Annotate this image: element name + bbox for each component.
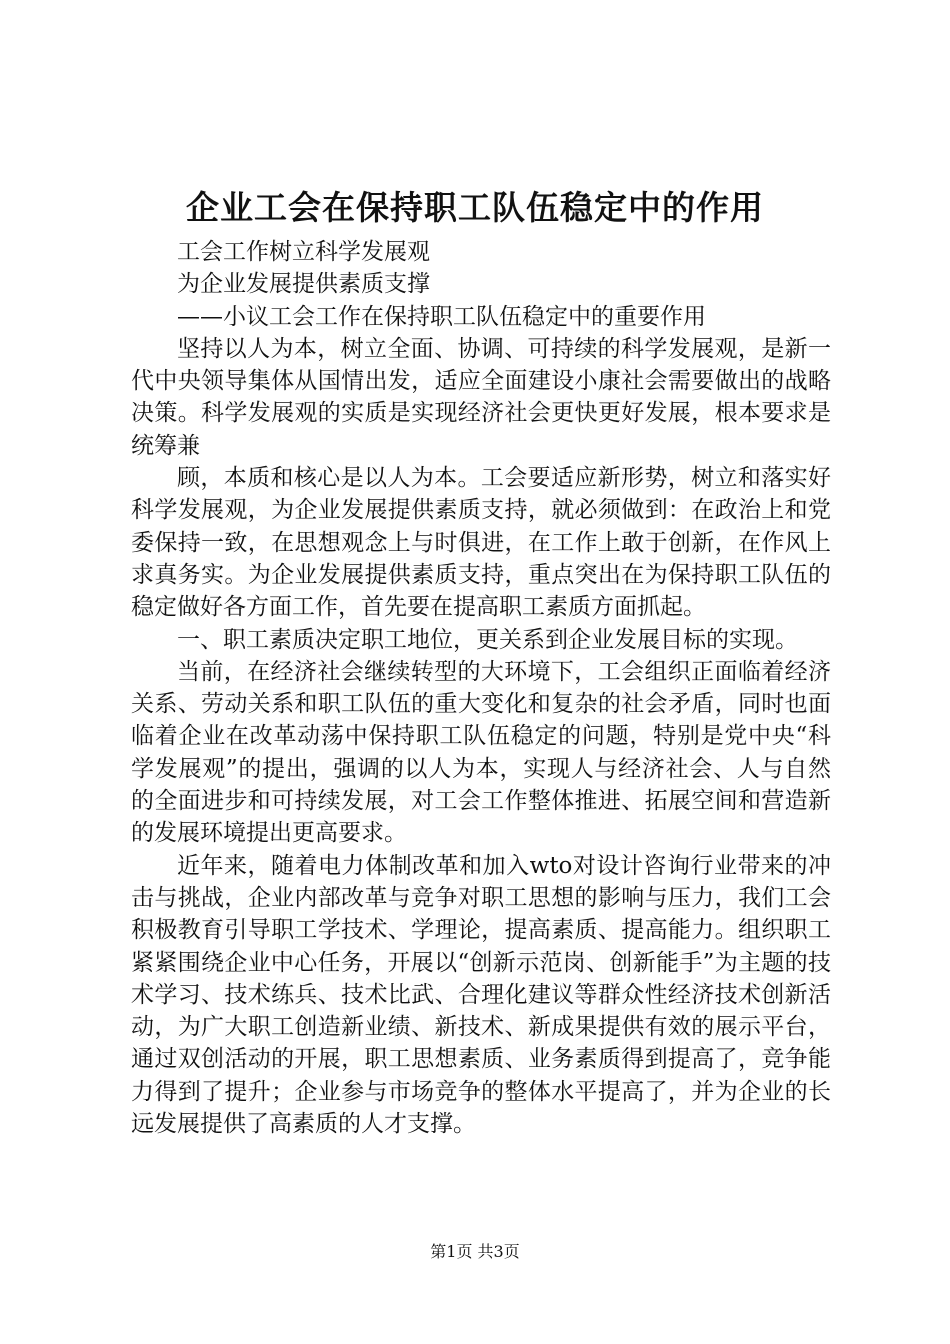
body-paragraph: 坚持以人为本，树立全面、协调、可持续的科学发展观，是新一代中央领导集体从国情出发，适应全面建设小康社会需要做出的战略决策。科学发展观的实质是实现经济社会更快更好发展，根本要求是统筹兼 bbox=[131, 335, 831, 459]
document-body bbox=[131, 236, 831, 1140]
page-number-footer: 第1页 共3页 bbox=[430, 1242, 520, 1261]
body-paragraph: 近年来，随着电力体制改革和加入wto对设计咨询行业带来的冲击与挑战，企业内部改革与竞争对职工思想的影响与压力，我们工会积极教育引导职工学技术、学理论，提高素质、提高能力。组织职工紧紧围绕企业中心任务，开展以“创新示范岗、创新能手”为主题的技术学习、技术练兵、技术比武、合理化建议等群众性经济技术创新活动，为广大职工创造新业绩、新技术、新成果提供有效的展示平台，通过双创活动的开展，职工思想素质、业务素质得到提高了，竞争能力得到了提升；企业参与市场竞争的整体水平提高了，并为企业的长远发展提供了高素质的人才支撑。 bbox=[131, 852, 831, 1138]
body-paragraph: 顾，本质和核心是以人为本。工会要适应新形势，树立和落实好科学发展观，为企业发展提供素质支持，就必须做到：在政治上和党委保持一致，在思想观念上与时俱进，在工作上敢于创新，在作风上求真务实。为企业发展提供素质支持，重点突出在为保持职工队伍的稳定做好各方面工作，首先要在提高职工素质方面抓起。 bbox=[131, 465, 831, 621]
document-title: 企业工会在保持职工队伍稳定中的作用 bbox=[186, 188, 764, 227]
subtitle-line-1: 工会工作树立科学发展观 bbox=[177, 239, 430, 265]
section-heading: 一、职工素质决定职工地位，更关系到企业发展目标的实现。 bbox=[177, 626, 798, 653]
subtitle-line-3: ——小议工会工作在保持职工队伍稳定中的重要作用 bbox=[177, 303, 706, 330]
body-paragraph: 当前，在经济社会继续转型的大环境下，工会组织正面临着经济关系、劳动关系和职工队伍的重大变化和复杂的社会矛盾，同时也面临着企业在改革动荡中保持职工队伍稳定的问题，特别是党中央“科学发展观”的提出，强调的以人为本，实现人与经济社会、人与自然的全面进步和可持续发展，对工会工作整体推进、拓展空间和营造新的发展环境提出更高要求。 bbox=[131, 658, 831, 847]
subtitle-line-2: 为企业发展提供素质支撑 bbox=[177, 271, 430, 298]
